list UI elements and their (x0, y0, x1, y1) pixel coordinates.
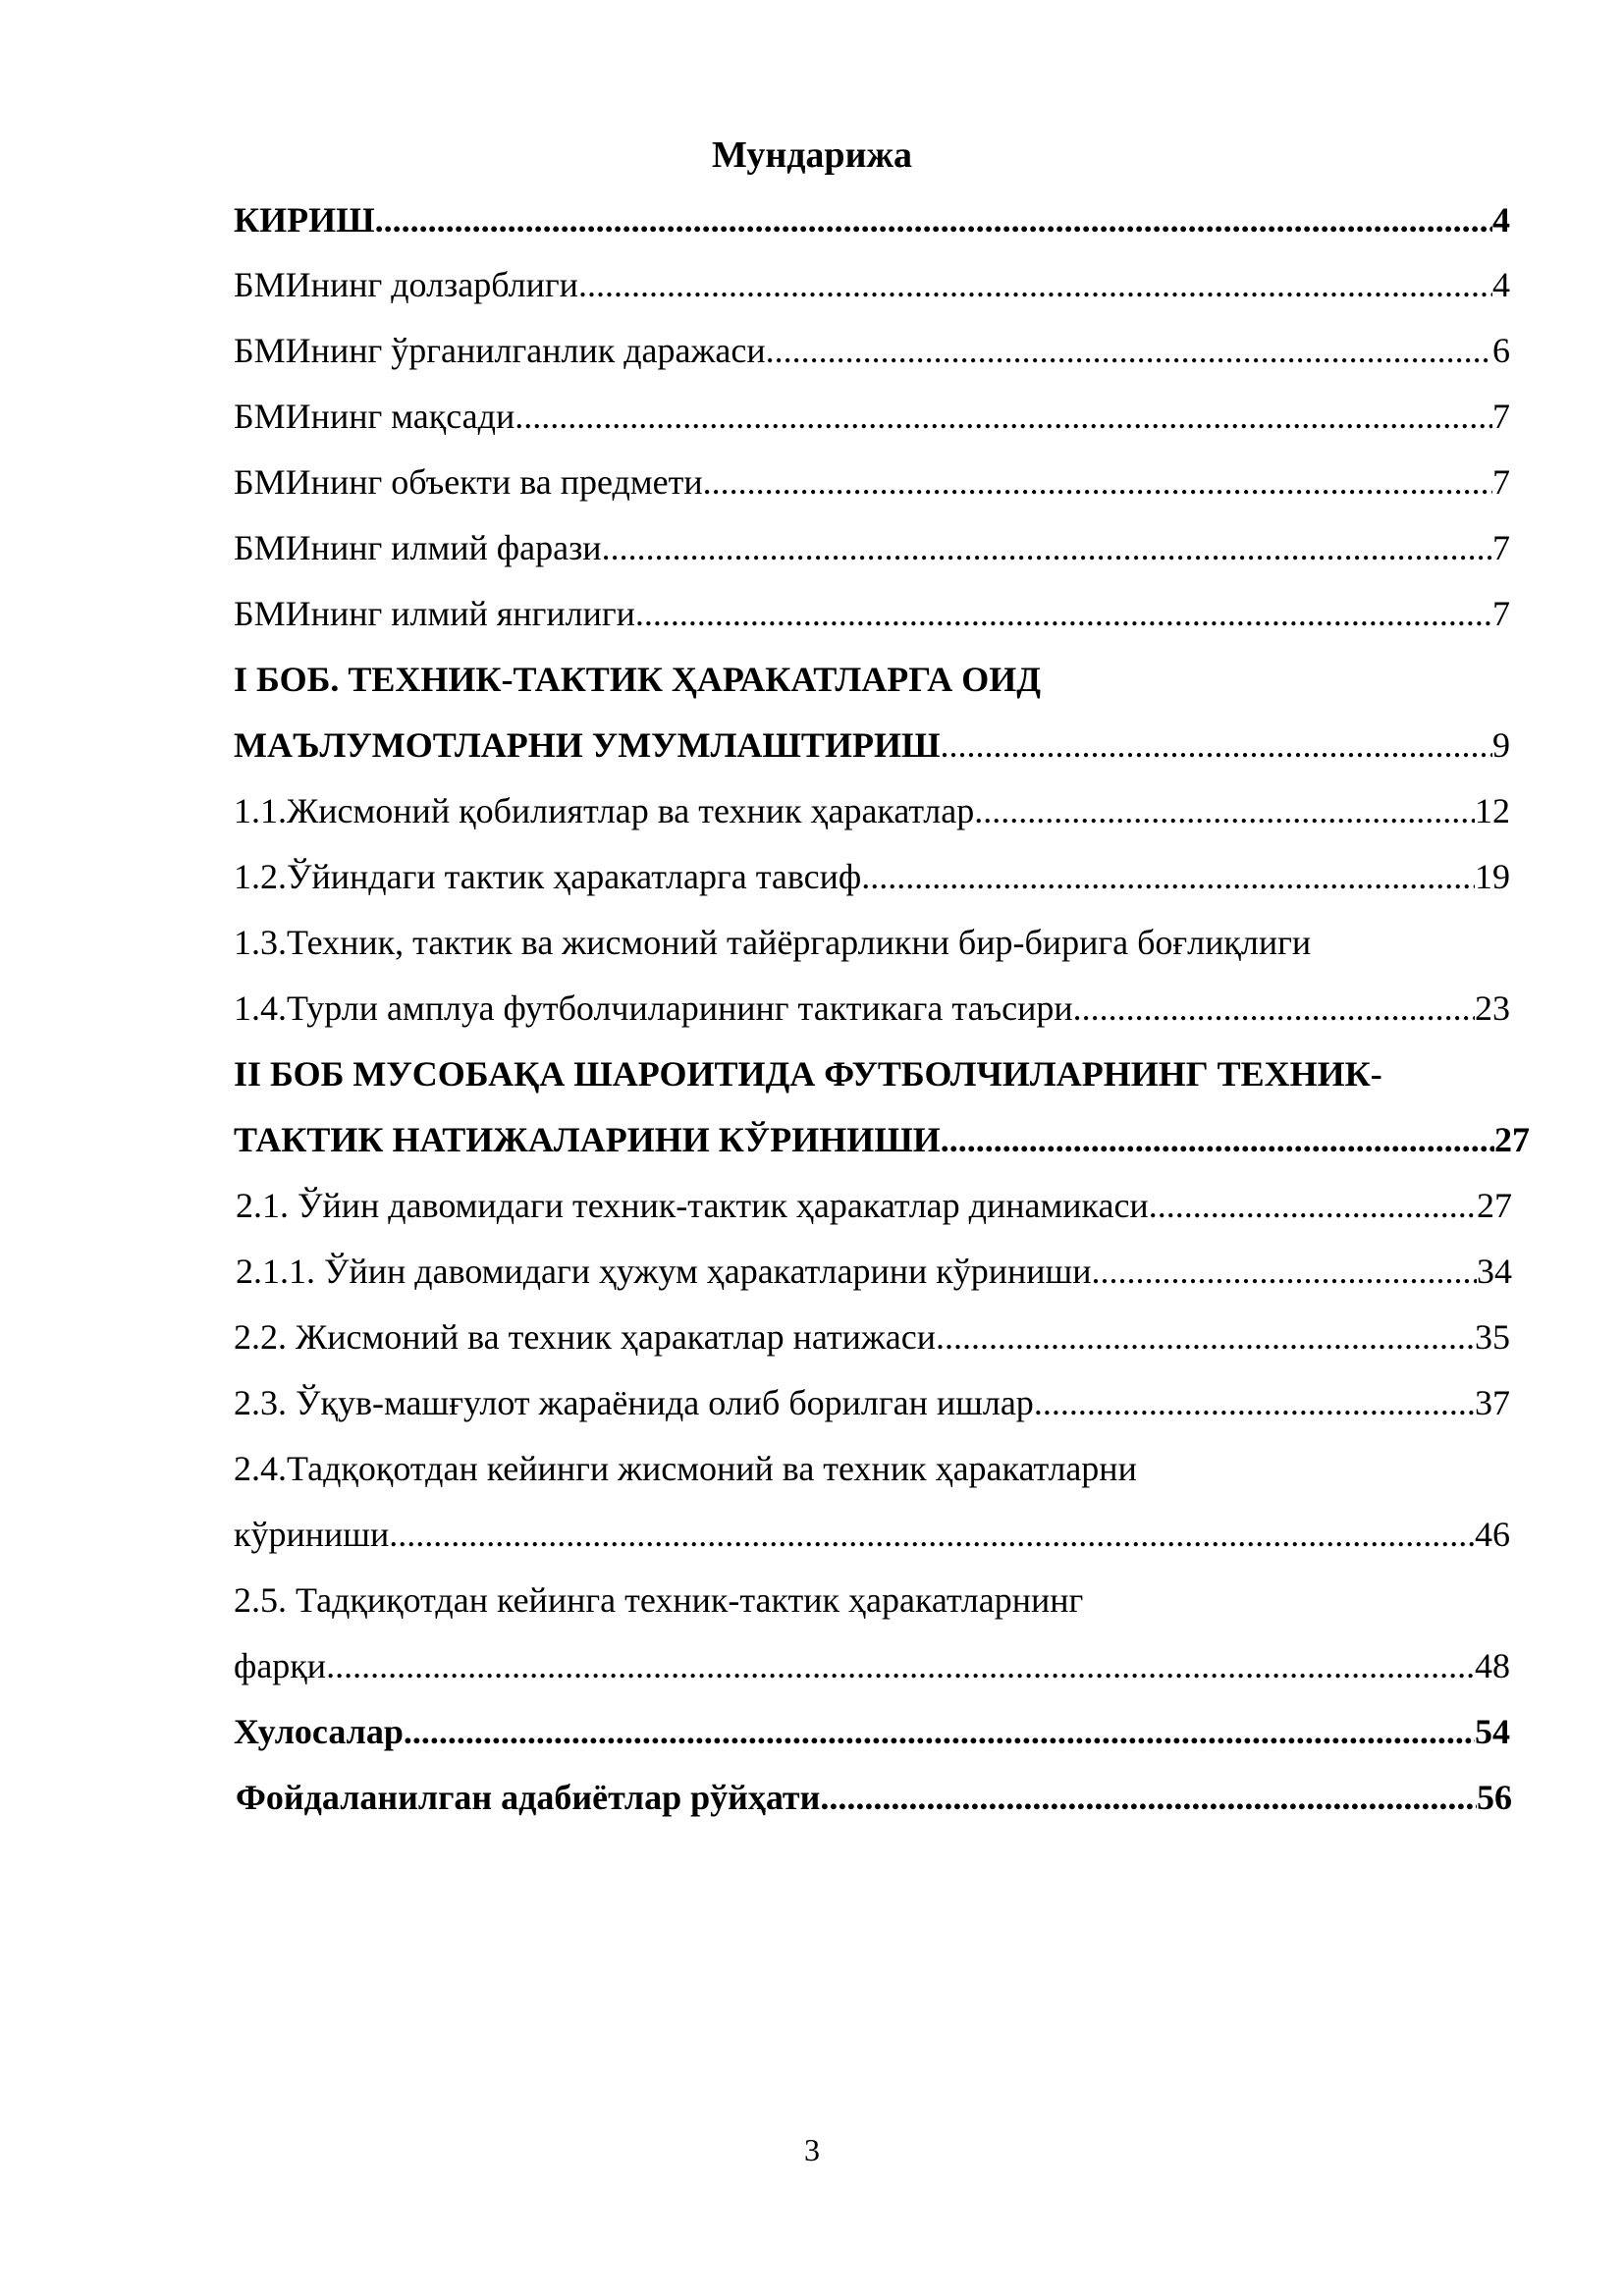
toc-entry[interactable]: 2.5. Тадқиқотдан кейинга техник-тактик ҳаракатларнинг (234, 1580, 1084, 1620)
toc-chapter-1-title[interactable]: I БОБ. ТЕХНИК-ТАКТИК ҲАРАКАТЛАРГА ОИД (234, 660, 1042, 699)
toc-entry[interactable]: фарқи ..... 48 (234, 1645, 1510, 1702)
toc-entry[interactable]: 1.1.Жисмоний қобилиятлар ва техник ҳаракатлар ..... 12 (234, 790, 1510, 847)
toc-entry[interactable]: 2.3. Ўқув-машғулот жараёнида олиб борилган ишлар ..... 37 (234, 1382, 1510, 1439)
toc-entry[interactable]: БМИнинг объекти ва предмети ..... 7 (234, 461, 1510, 518)
toc-entry[interactable]: БМИнинг ўрганилганлик даражаси ..... 6 (234, 330, 1510, 387)
toc-entry[interactable]: 2.2. Жисмоний ва техник ҳаракатлар натижаси ..... 35 (234, 1316, 1510, 1373)
toc-entry[interactable]: 1.2.Ўйиндаги тактик ҳаракатларга тавсиф ..... 19 (234, 856, 1510, 913)
toc-entry[interactable]: кўриниши ..... 46 (234, 1514, 1510, 1571)
toc-entry-kirish[interactable]: КИРИШ ..... 4 (234, 199, 1510, 256)
toc-entry[interactable]: 2.1.1. Ўйин давомидаги ҳужум ҳаракатларини кўриниши ..... 34 (236, 1251, 1512, 1308)
toc-entry[interactable]: 1.3.Техник, тактик ва жисмоний тайёргарликни бир-бирига боғлиқлиги (234, 923, 1312, 962)
toc-chapter-1[interactable]: МАЪЛУМОТЛАРНИ УМУМЛАШТИРИШ ..... 9 (234, 724, 1510, 781)
toc-entry[interactable]: 1.4.Турли амплуа футболчиларининг тактикага таъсири ..... 23 (234, 988, 1510, 1044)
toc-entry[interactable]: БМИнинг мақсади ..... 7 (234, 396, 1510, 453)
toc-entry[interactable]: 2.4.Тадқоқотдан кейинги жисмоний ва техник ҳаракатларни (234, 1449, 1137, 1488)
toc-entry[interactable]: БМИнинг долзарблиги ..... 4 (234, 264, 1510, 321)
toc-title: Мундарижа (711, 134, 913, 176)
toc-entry-conclusions[interactable]: Хулосалар ..... 54 (234, 1711, 1510, 1768)
toc-entry[interactable]: БМИнинг илмий янгилиги ..... 7 (234, 593, 1510, 650)
toc-chapter-2[interactable]: ТАКТИК НАТИЖАЛАРИНИ КЎРИНИШИ ..... 27 (234, 1119, 1530, 1176)
toc-entry[interactable]: БМИнинг илмий фарази ..... 7 (234, 527, 1510, 584)
page-number: 3 (804, 2132, 820, 2167)
toc-chapter-2-title[interactable]: II БОБ МУСОБАҚА ШАРОИТИДА ФУТБОЛЧИЛАРНИНГ ТЕХНИК- (234, 1054, 1382, 1094)
toc-entry-references[interactable]: Фойдаланилган адабиётлар рўйҳати ..... 56 (236, 1777, 1512, 1834)
toc-entry[interactable]: 2.1. Ўйин давомидаги техник-тактик ҳаракатлар динамикаси ..... 27 (236, 1185, 1512, 1242)
